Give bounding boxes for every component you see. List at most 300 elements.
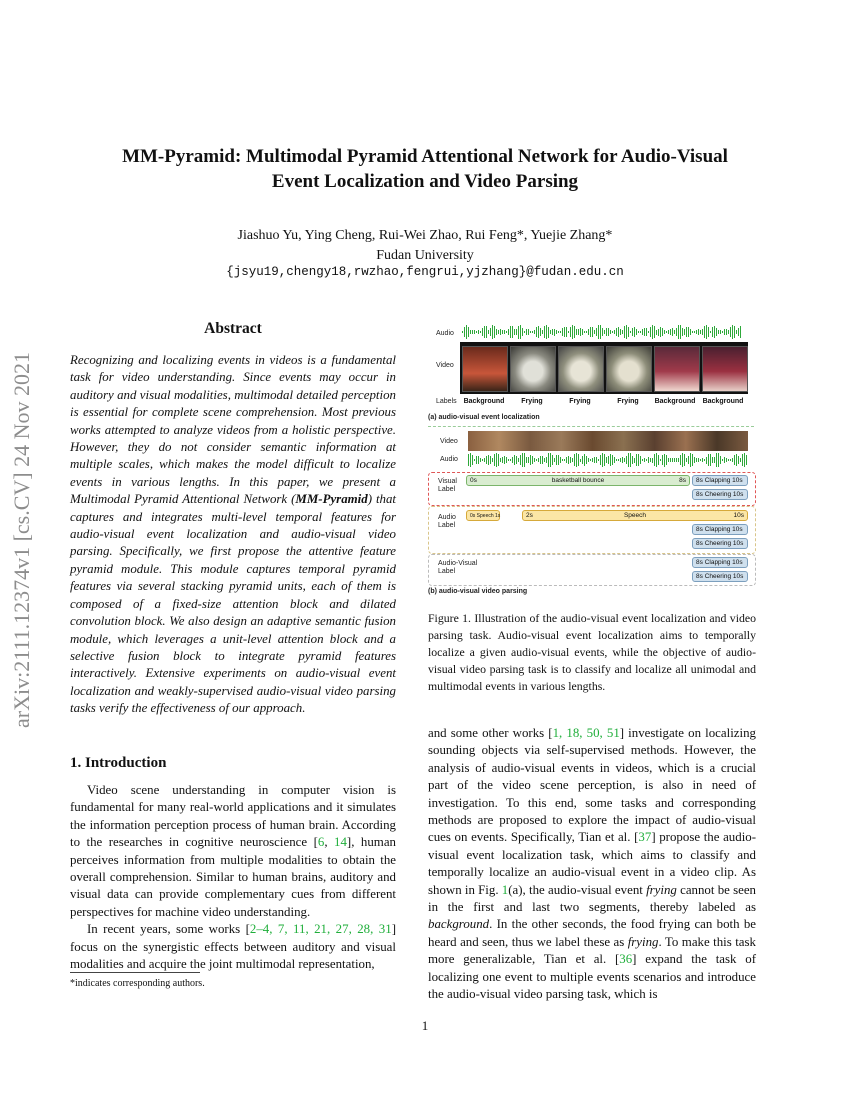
bar-text: Speech — [476, 513, 494, 519]
waveform-bar — [690, 453, 691, 467]
waveform-bar — [600, 325, 601, 339]
abstract-model-name: MM-Pyramid — [295, 492, 368, 507]
intro-paragraph-1 — [70, 782, 396, 921]
waveform-bar — [584, 454, 585, 465]
waveform-bar — [638, 331, 639, 334]
waveform-bar — [630, 331, 631, 334]
waveform-bar — [652, 458, 653, 463]
bar-end: 10s — [732, 559, 743, 566]
citation-link[interactable]: 14 — [334, 835, 347, 850]
event-bar-clapping — [692, 475, 748, 486]
waveform-bar — [662, 328, 663, 337]
waveform-bar — [582, 456, 583, 465]
affiliation: Fudan University — [376, 248, 474, 263]
video-frame — [702, 346, 748, 392]
waveform-bar — [658, 329, 659, 336]
waveform-bar — [566, 327, 567, 337]
waveform-bar — [472, 330, 473, 334]
waveform-bar — [656, 453, 657, 467]
row-label-video: Video — [436, 362, 454, 369]
video-frame — [558, 346, 604, 392]
divider — [428, 426, 754, 427]
waveform-bar — [658, 455, 659, 465]
waveform-bar — [508, 329, 509, 335]
waveform-bar — [616, 459, 617, 461]
waveform-bar — [482, 328, 483, 336]
waveform-bar — [532, 331, 533, 334]
waveform-bar — [528, 329, 529, 334]
waveform-bar — [590, 327, 591, 336]
waveform-bar — [504, 330, 505, 333]
waveform-bar — [554, 458, 555, 461]
waveform-bar — [684, 454, 685, 465]
waveform-bar — [624, 326, 625, 338]
emphasis: background — [428, 917, 490, 932]
waveform-bar — [636, 329, 637, 336]
body-text-span: and some other works [ — [428, 726, 553, 740]
waveform-bar — [612, 331, 613, 333]
waveform-bar — [674, 458, 675, 462]
bar-end: 10s — [732, 526, 743, 533]
waveform-bar — [660, 459, 661, 462]
waveform-bar — [726, 458, 727, 462]
bar-text: Cheering — [704, 573, 732, 580]
waveform-bar — [482, 459, 483, 461]
waveform-bar — [634, 327, 635, 337]
citation-link[interactable]: 1, 18, 50, 51 — [552, 726, 620, 740]
waveform-bar — [522, 328, 523, 337]
waveform-bar — [720, 330, 721, 333]
event-bar-cheering — [692, 538, 748, 549]
segment-label: Frying — [521, 398, 543, 405]
waveform-bar — [574, 326, 575, 339]
citation-link[interactable]: 36 — [619, 952, 633, 967]
waveform-bar — [562, 459, 563, 461]
waveform-bar — [740, 458, 741, 462]
waveform-bar — [710, 454, 711, 466]
waveform-bar — [620, 329, 621, 336]
waveform-bar — [680, 325, 681, 339]
waveform-bar — [524, 453, 525, 467]
waveform-bar — [592, 458, 593, 461]
body-text-span: cannot be seen in the first and last two segments, thereby labeled as — [428, 882, 756, 915]
waveform-bar — [534, 458, 535, 462]
waveform-bar — [664, 330, 665, 334]
waveform-bar — [510, 459, 511, 461]
waveform-bar — [508, 459, 509, 462]
bar-text: Cheering — [704, 491, 732, 498]
video-frame — [510, 346, 556, 392]
body-text-span: ] propose the audio-visual event localization task, which aims to classify and temporally localize an audio-visual event in a video clip. As shown in Fig. — [428, 830, 757, 897]
waveform-bar — [672, 458, 673, 461]
waveform-bar — [544, 458, 545, 463]
waveform-bar — [714, 326, 715, 338]
waveform-bar — [632, 456, 633, 464]
waveform-bar — [484, 458, 485, 461]
waveform-bar — [654, 326, 655, 339]
waveform-bar — [560, 331, 561, 334]
waveform-bar — [602, 453, 603, 467]
bar-start: 8s — [696, 491, 703, 498]
abstract-part-2: ) that captures and integrates multi-level temporal features for audio-visual event localization and audio-visual video parsing. Specifically, we first propose the attentive feature pyramid module. This module captures temporal pyramid features via several stacking pyramid units, each of them is composed of a fixed-size attention block and dilated convolution block. We also design an adaptive semantic fusion module, which leverages a unit-level attention block and a selective fusion block to integrate pyramid features interactively. Extensive experiments on audio-visual event localization and weakly-supervised audio-visual video parsing tasks verify the effectiveness of our approach. — [70, 492, 396, 716]
waveform-bar — [514, 329, 515, 336]
segment-label: Background — [463, 398, 505, 405]
waveform-bar — [492, 458, 493, 461]
waveform-bar — [566, 457, 567, 462]
waveform-bar — [478, 330, 479, 334]
waveform-bar — [526, 457, 527, 464]
event-bar-speech-short — [466, 510, 500, 521]
waveform-bar — [704, 326, 705, 338]
figure-link[interactable]: 1 — [501, 882, 509, 897]
waveform-bar — [538, 458, 539, 462]
waveform-bar — [498, 454, 499, 466]
event-bar-speech — [522, 510, 748, 521]
waveform-bar — [708, 327, 709, 337]
intro-text — [70, 782, 396, 973]
waveform-bar — [734, 455, 735, 465]
waveform-bar — [722, 459, 723, 462]
waveform-bar — [650, 458, 651, 462]
waveform-bar — [570, 457, 571, 463]
waveform-bar — [580, 459, 581, 462]
waveform-bar — [648, 331, 649, 334]
waveform-bar — [602, 328, 603, 336]
waveform-bar — [668, 330, 669, 333]
bar-start: 8s — [696, 573, 703, 580]
waveform-bar — [614, 330, 615, 333]
waveform-bar — [560, 457, 561, 463]
waveform-bar — [624, 458, 625, 461]
waveform-bar — [640, 456, 641, 463]
citation-link[interactable]: 2–4, 7, 11, 21, 27, 28, 31 — [249, 922, 392, 937]
waveform-bar — [500, 458, 501, 462]
waveform-bar — [480, 458, 481, 462]
waveform-bar — [596, 457, 597, 464]
waveform-bar — [692, 454, 693, 466]
waveform-bar — [636, 454, 637, 465]
waveform-bar — [474, 459, 475, 461]
waveform-bar — [484, 326, 485, 339]
waveform-bar — [584, 331, 585, 334]
row-label-visual: Visual Label — [438, 478, 457, 493]
waveform-bar — [706, 325, 707, 339]
waveform-bar — [600, 455, 601, 465]
citation-link[interactable]: 37 — [638, 830, 652, 845]
waveform-bar — [618, 459, 619, 461]
waveform-bar — [626, 325, 627, 340]
bar-start: 0s — [470, 477, 477, 484]
waveform-bar — [578, 454, 579, 465]
waveform-bar — [578, 329, 579, 334]
waveform-bar — [574, 454, 575, 466]
waveform-bar — [488, 455, 489, 465]
waveform-bar — [660, 327, 661, 338]
waveform-bar — [620, 458, 621, 463]
waveform-bar — [498, 330, 499, 334]
waveform-bar — [532, 456, 533, 464]
bar-end: 10s — [732, 540, 744, 547]
waveform-bar — [670, 458, 671, 462]
video-frame — [606, 346, 652, 392]
waveform-bar — [536, 327, 537, 336]
waveform-bar — [548, 453, 549, 466]
author-block — [70, 226, 780, 266]
bar-text: Cheering — [704, 540, 732, 547]
waveform-bar — [576, 329, 577, 335]
bar-start: 8s — [696, 540, 703, 547]
title-line-1: MM-Pyramid: Multimodal Pyramid Attentional Network for Audio-Visual — [122, 146, 728, 167]
waveform-bar — [546, 457, 547, 464]
waveform-bar — [588, 458, 589, 462]
waveform-bar — [514, 455, 515, 464]
waveform-bar — [530, 331, 531, 333]
waveform-bar — [542, 330, 543, 334]
waveform-bar — [746, 455, 747, 465]
bar-end: 10s — [732, 573, 744, 580]
intro-paragraph-2 — [70, 921, 396, 973]
subcaption-a: (a) audio-visual event localization — [428, 414, 540, 421]
waveform-bar — [480, 331, 481, 334]
waveform-bar — [590, 459, 591, 461]
waveform-bar — [722, 331, 723, 334]
waveform-bar — [606, 328, 607, 337]
waveform-bar — [740, 326, 741, 339]
intro-heading: 1. Introduction — [70, 755, 167, 771]
waveform-bar — [730, 459, 731, 462]
abstract-text — [70, 352, 396, 718]
waveform-bar — [594, 330, 595, 335]
body-text-span: ] investigate on localizing sounding objects via self-supervised methods. However, the analysis of audio-visual events in videos, which is a crucial part of the video scene perception, is also in need of investigation. To this end, some tasks and corresponding methods are proposed to explore the impact of audio-visual cues on events. Specifically, Tian et al. [ — [428, 726, 756, 845]
waveform-bar — [476, 331, 477, 334]
waveform-bar — [666, 331, 667, 333]
footnote: *indicates corresponding authors. — [70, 978, 205, 989]
waveform-bar — [606, 457, 607, 463]
waveform-bar — [686, 458, 687, 462]
waveform-bar — [518, 326, 519, 339]
waveform-bar — [604, 454, 605, 467]
waveform-bar — [546, 325, 547, 340]
right-column-text — [428, 725, 756, 1004]
waveform-bar — [586, 331, 587, 333]
waveform-bar — [470, 453, 471, 468]
waveform-bar — [642, 459, 643, 461]
body-text-span: ] expand the task of localizing one event to multiple events scenarios and introduce the audio-visual video parsing task, which is — [428, 952, 756, 1002]
waveform-bar — [688, 327, 689, 337]
row-label-audio: Audio — [436, 330, 454, 337]
waveform-bar — [734, 326, 735, 338]
waveform-bar — [486, 456, 487, 464]
waveform-bar — [698, 458, 699, 463]
waveform-bar — [720, 456, 721, 464]
row-label-audio-b: Audio — [440, 456, 458, 463]
waveform-bar — [632, 328, 633, 336]
event-bar-cheering — [692, 489, 748, 500]
waveform-bar — [530, 455, 531, 464]
waveform-bar — [506, 331, 507, 333]
waveform-bar — [726, 329, 727, 334]
waveform-bar — [738, 456, 739, 464]
waveform-bar — [736, 330, 737, 334]
waveform-bar — [682, 453, 683, 466]
waveform-bar — [540, 456, 541, 463]
waveform-bar — [540, 328, 541, 336]
waveform-bar — [644, 328, 645, 336]
waveform-bar — [716, 453, 717, 466]
intro-text-span: ], human perceives information from multiple modalities to obtain the overall comprehension. Similar to human brains, auditory and visual data can provide complementary cues from different perspectives for machine video understanding. — [70, 835, 396, 919]
waveform-bar — [548, 327, 549, 338]
waveform-bar — [700, 459, 701, 461]
waveform-bar — [684, 329, 685, 334]
waveform-bar — [724, 329, 725, 335]
arxiv-stamp: arXiv:2111.12374v1 [cs.CV] 24 Nov 2021 — [9, 352, 34, 728]
intro-text-span: ] focus on the synergistic effects between auditory and visual modalities and acquire the joint multimodal representation, — [70, 922, 396, 972]
figure-caption: Figure 1. Illustration of the audio-visual event localization and video parsing task. Audio-visual event localization aims to temporally localize a given audio-visual events, while the objective of audio-visual video parsing task is to classify and localize all unimodal and multimodal events in various lengths. — [428, 611, 756, 693]
waveform-bar — [472, 455, 473, 465]
row-label-audio-label: Audio Label — [438, 514, 456, 529]
waveform-bar — [728, 459, 729, 462]
waveform-bar — [642, 329, 643, 334]
waveform-bar — [596, 328, 597, 335]
waveform-bar — [538, 326, 539, 338]
waveform-bar — [510, 326, 511, 337]
waveform-bar — [682, 328, 683, 336]
waveform-bar — [690, 329, 691, 335]
waveform-bar — [640, 331, 641, 333]
audio-waveform-b — [468, 452, 748, 468]
waveform-bar — [732, 458, 733, 463]
waveform-bar — [608, 456, 609, 463]
bar-end: 8s — [679, 477, 686, 484]
waveform-bar — [670, 329, 671, 336]
waveform-bar — [622, 330, 623, 335]
waveform-bar — [492, 325, 493, 339]
waveform-bar — [500, 329, 501, 335]
waveform-bar — [612, 455, 613, 465]
waveform-bar — [564, 459, 565, 461]
waveform-bar — [582, 329, 583, 335]
waveform-bar — [496, 453, 497, 468]
waveform-bar — [524, 331, 525, 333]
bar-text: Clapping — [704, 477, 731, 484]
row-label-video-b: Video — [440, 438, 458, 445]
bar-end: 10s — [733, 512, 744, 519]
waveform-bar — [694, 331, 695, 333]
waveform-bar — [528, 457, 529, 462]
waveform-bar — [718, 330, 719, 333]
waveform-bar — [562, 328, 563, 335]
waveform-bar — [712, 457, 713, 463]
waveform-bar — [490, 328, 491, 336]
waveform-bar — [626, 456, 627, 463]
waveform-bar — [664, 454, 665, 467]
waveform-bar — [614, 457, 615, 462]
emphasis: frying — [646, 882, 677, 897]
waveform-bar — [716, 328, 717, 336]
video-frame — [462, 346, 508, 392]
waveform-bar — [598, 325, 599, 339]
waveform-bar — [476, 456, 477, 463]
waveform-bar — [558, 455, 559, 465]
waveform-bar — [516, 329, 517, 335]
bar-end: 10s — [732, 477, 743, 484]
waveform-bar — [494, 454, 495, 465]
waveform-bar — [662, 455, 663, 466]
waveform-bar — [712, 327, 713, 337]
bar-end: 1s — [495, 513, 501, 519]
waveform-bar — [544, 326, 545, 338]
event-bar-cheering — [692, 571, 748, 582]
event-bar-clapping — [692, 524, 748, 535]
waveform-bar — [550, 453, 551, 468]
waveform-bar — [594, 457, 595, 463]
waveform-bar — [724, 457, 725, 463]
citation-link[interactable]: 6 — [317, 835, 325, 850]
waveform-bar — [558, 331, 559, 333]
intro-text-span: Video scene understanding in computer vision is fundamental for many real-world applications and it simulates the information perception process of human brain. According to the researches in cognitive neuroscience [ — [70, 783, 396, 850]
waveform-bar — [534, 330, 535, 334]
waveform-bar — [526, 329, 527, 335]
waveform-bar — [698, 329, 699, 336]
waveform-bar — [610, 454, 611, 466]
video-frame — [654, 346, 700, 392]
abstract-heading: Abstract — [204, 320, 262, 337]
waveform-bar — [656, 330, 657, 335]
waveform-bar — [650, 327, 651, 337]
waveform-bar — [628, 453, 629, 466]
waveform-bar — [652, 325, 653, 340]
waveform-bar — [518, 458, 519, 461]
waveform-bar — [616, 328, 617, 335]
waveform-bar — [644, 458, 645, 461]
bar-start: 8s — [696, 477, 703, 484]
waveform-bar — [618, 327, 619, 336]
waveform-bar — [468, 454, 469, 467]
waveform-bar — [494, 326, 495, 338]
waveform-bar — [714, 457, 715, 464]
waveform-bar — [676, 458, 677, 462]
waveform-bar — [488, 330, 489, 335]
waveform-bar — [730, 327, 731, 337]
row-label-labels: Labels — [436, 398, 457, 405]
waveform-bar — [550, 330, 551, 334]
waveform-bar — [512, 326, 513, 338]
figure-1 — [428, 318, 758, 601]
row-label-av: Audio-Visual Label — [438, 560, 478, 575]
waveform-bar — [516, 456, 517, 465]
waveform-bar — [676, 328, 677, 336]
waveform-bar — [696, 330, 697, 335]
bar-start: 8s — [696, 559, 703, 566]
waveform-bar — [638, 454, 639, 466]
bar-text: Speech — [623, 512, 647, 519]
waveform-bar — [466, 325, 467, 339]
waveform-bar — [728, 330, 729, 334]
waveform-bar — [568, 331, 569, 334]
waveform-bar — [666, 455, 667, 465]
waveform-bar — [576, 453, 577, 468]
intro-text-span: In recent years, some works [ — [87, 922, 250, 937]
waveform-bar — [692, 331, 693, 333]
waveform-bar — [634, 458, 635, 463]
segment-label: Background — [654, 398, 696, 405]
waveform-bar — [552, 455, 553, 464]
waveform-bar — [708, 454, 709, 466]
waveform-bar — [520, 455, 521, 464]
waveform-bar — [542, 456, 543, 465]
waveform-bar — [564, 327, 565, 338]
waveform-bar — [648, 457, 649, 462]
